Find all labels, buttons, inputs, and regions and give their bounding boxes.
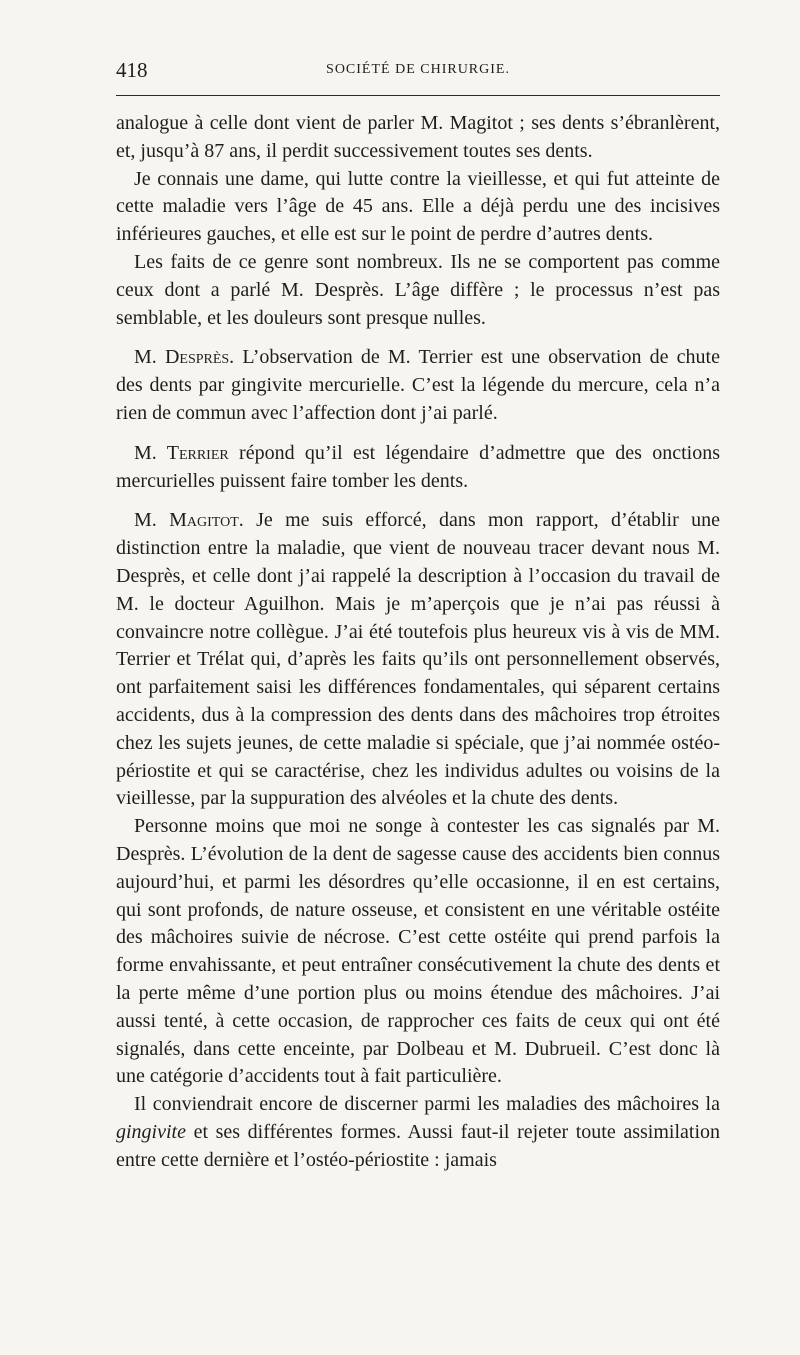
- paragraph: [116, 813, 720, 1091]
- speaker-name: M. Terrier: [134, 441, 229, 464]
- paragraph-text: L’observation de M. Terrier est une observation de chute des dents par gingivite mercurielle. C’est la légende du mercure, cela n’a rien de commun avec l’affection dont j’ai parlé.: [116, 346, 720, 424]
- page-header: [116, 58, 720, 88]
- paragraph: [116, 249, 720, 332]
- speaker-paragraph: [116, 344, 720, 427]
- paragraph-text: Je connais une dame, qui lutte contre la vieillesse, et qui fut atteinte de cette maladie vers l’âge de 45 ans. Elle a déjà perdu une des incisives inférieures gauches, et elle est sur le point de perdre d’autres dents.: [116, 167, 720, 246]
- paragraph-text: Je me suis efforcé, dans mon rapport, d’établir une distinction entre la maladie, que vient de nouveau tracer devant nous M. Desprès, et celle dont j’ai rappelé la description à l’occasion du travail de M. le docteur Aguilhon. Mais je m’aperçois que je n’ai pas réussi à convaincre notre collègue. J’ai été toutefois plus heureux vis à vis de MM. Terrier et Trélat qui, d’après les faits qu’ils ont personnellement observés, ont parfaitement saisi les différences fondamentales, qui séparent certains accidents, dus à la compression des dents dans des mâchoires trop étroites chez les sujets jeunes, de cette maladie si spéciale, que j’ai nommée ostéo-périostite et qui se caractérise, chez les individus adultes ou voisins de la vieillesse, par la suppuration des alvéoles et la chute des dents.: [116, 509, 720, 810]
- running-head: SOCIÉTÉ DE CHIRURGIE.: [326, 62, 510, 77]
- header-rule: [116, 95, 720, 96]
- body-text: [116, 110, 720, 1174]
- speaker-name: M. Magitot.: [134, 509, 244, 532]
- paragraph: [116, 1091, 720, 1174]
- paragraph: [116, 166, 720, 249]
- speaker-paragraph: [116, 440, 720, 496]
- paragraph-text: Les faits de ce genre sont nombreux. Ils ne se comportent pas comme ceux dont a parlé M. Desprès. L’âge diffère ; le processus n’est pas semblable, et les douleurs sont presque nulles.: [116, 250, 720, 329]
- paragraph-text: répond qu’il est légendaire d’admettre que des onctions mercurielles puissent faire tomber les dents.: [116, 441, 720, 492]
- paragraph-continuation: [116, 110, 720, 166]
- paragraph-text: analogue à celle dont vient de parler M. Magitot ; ses dents s’ébranlèrent, et, jusqu’à 87 ans, il perdit successivement toutes ses dents.: [116, 112, 720, 162]
- paragraph-text: et ses différentes formes. Aussi faut-il rejeter toute assimilation entre cette dernière et l’ostéo-périostite : jamais: [116, 1120, 720, 1171]
- speaker-name: M. Desprès.: [134, 346, 235, 369]
- page-number: 418: [116, 58, 148, 82]
- emphasized-term: gingivite: [116, 1120, 186, 1143]
- paragraph-text: Personne moins que moi ne songe à contester les cas signalés par M. Desprès. L’évolution de la dent de sagesse cause des accidents bien connus aujourd’hui, et parmi les désordres qu’elle occasionne, il en est certains, qui sont profonds, de nature osseuse, et consistent en une véritable ostéite des mâchoires suivie de nécrose. C’est cette ostéite qui prend parfois la forme envahissante, et peut entraîner consécutivement la chute des dents et la perte même d’une portion plus ou moins étendue des mâchoires. J’ai aussi tenté, à cette occasion, de rapprocher ces faits de ceux qui ont été signalés, dans cette enceinte, par Dolbeau et M. Dubrueil. C’est donc là une catégorie d’accidents tout à fait particulière.: [116, 815, 720, 1088]
- speaker-paragraph: [116, 507, 720, 813]
- paragraph-text: Il conviendrait encore de discerner parmi les maladies des mâchoires la: [134, 1093, 720, 1116]
